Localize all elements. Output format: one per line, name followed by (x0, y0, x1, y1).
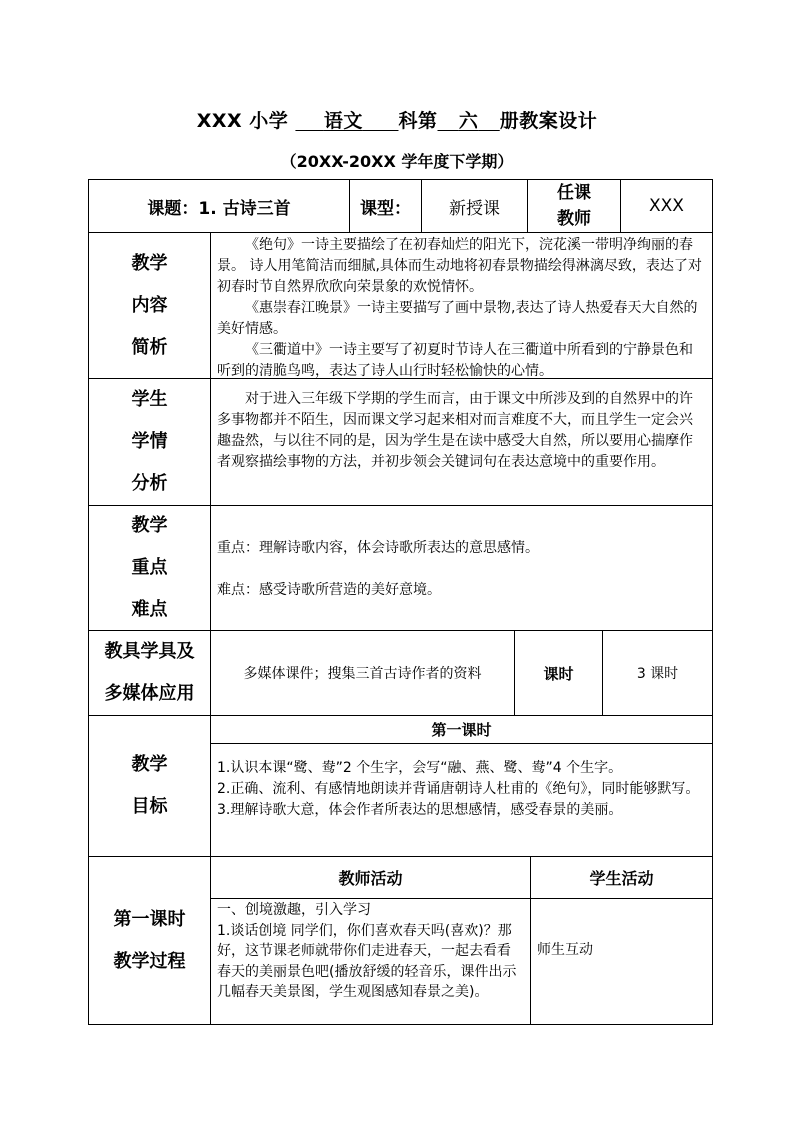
title-mid: 科第 (398, 110, 438, 132)
teacher-name: XXX (620, 179, 713, 233)
keypoints-text (210, 505, 713, 631)
analysis-label-3: 分析 (131, 473, 168, 494)
content-label-1: 教学 (131, 252, 168, 274)
goal-item: 2.正确、流利、有感情地朗读并背诵唐朝诗人杜甫的《绝句》，同时能够默写。 (217, 781, 700, 797)
teacher-label-line2: 教师 (557, 209, 591, 229)
lesson-type-label: 课型： (349, 179, 422, 233)
goal-item: 1.认识本课“鹭、鸯”2 个生字，会写“融、燕、鹭、鸯”4 个生字。 (217, 760, 623, 776)
difficulty-text: 难点：感受诗歌所营造的美好意境。 (217, 582, 441, 598)
focus-text: 重点：理解诗歌内容，体会诗歌所表达的意思感情。 (217, 540, 539, 556)
hours-label: 课时 (514, 630, 603, 716)
teacher-label-line1: 任课 (557, 183, 591, 203)
content-paragraph: 《三衢道中》一诗主要写了初夏时节诗人在三衢道中所看到的宁静景色和听到的清脆鸟鸣，表达了诗人山行时轻松愉快的心情。 (217, 342, 693, 379)
keypoints-label-3: 难点 (131, 599, 168, 620)
title-suffix: 册教案设计 (499, 110, 598, 132)
goals-period: 第一课时 (210, 715, 713, 744)
document-title (0, 106, 794, 133)
process-label-2: 教学过程 (113, 950, 186, 972)
media-label-2: 多媒体应用 (104, 683, 195, 704)
analysis-label-1: 学生 (131, 389, 168, 410)
title-prefix: XXX 小学 (196, 110, 289, 132)
content-paragraph: 《惠崇春江晚景》一诗主要描写了画中景物,表达了诗人热爱春天大自然的美好情感。 (217, 300, 698, 337)
goals-label-2: 目标 (131, 796, 168, 817)
goals-label (88, 715, 211, 857)
media-label-1: 教具学具及 (104, 641, 195, 662)
student-activity-text: 师生互动 (530, 898, 713, 1025)
analysis-label (88, 378, 211, 506)
title-subject: 语文 (323, 110, 363, 132)
goals-label-1: 教学 (131, 754, 168, 775)
keypoints-label (88, 505, 211, 631)
analysis-label-2: 学情 (131, 431, 168, 452)
teacher-label (527, 179, 621, 233)
document-subtitle: （20XX-20XX 学年度下学期） (280, 152, 514, 171)
content-label-2: 内容 (131, 294, 168, 316)
lesson-type-value: 新授课 (421, 179, 528, 233)
student-activity-header: 学生活动 (530, 856, 713, 899)
teacher-activity-text (210, 898, 531, 1025)
analysis-paragraph: 对于进入三年级下学期的学生而言，由于课文中所涉及到的自然界中的许多事物都并不陌生，因而课文学习起来相对而言难度不大，而且学生一定会兴趣盎然，与以往不同的是，因为学生是在读中感受大自然，所以要用心揣摩作者观察描绘事物的方法，并初步领会关键词句在表达意境中的重要作用。 (217, 391, 693, 470)
content-text (210, 232, 713, 379)
teacher-activity-line: 一、创境激趣，引入学习 (217, 902, 371, 918)
keypoints-label-1: 教学 (131, 515, 168, 536)
content-paragraph: 《绝句》一诗主要描绘了在初春灿烂的阳光下，浣花溪一带明净绚丽的春景。 诗人用笔简洁而细腻,具体而生动地将初春景物描绘得淋漓尽致，表达了对初春时节自然界欣欣向荣景象的欢悦情怀。 (217, 237, 702, 295)
lesson-title: 课题：1. 古诗三首 (88, 179, 350, 233)
teacher-activity-line: 1.谈话创境 同学们，你们喜欢春天吗(喜欢)？那好，这节课老师就带你们走进春天，一起去看看春天的美丽景色吧(播放舒缓的轻音乐，课件出示几幅春天美景图，学生观图感知春景之美)。 (217, 922, 517, 1000)
content-label (88, 232, 211, 379)
analysis-text (210, 378, 713, 506)
hours-value: 3 课时 (602, 630, 713, 716)
media-text: 多媒体课件；搜集三首古诗作者的资料 (210, 630, 515, 716)
keypoints-label-2: 重点 (131, 557, 168, 578)
process-label-1: 第一课时 (113, 908, 186, 930)
process-label (88, 856, 211, 1025)
goal-item: 3.理解诗歌大意，体会作者所表达的思想感情，感受春景的美丽。 (217, 802, 623, 818)
content-label-3: 简析 (131, 336, 168, 358)
title-volume: 六 (458, 110, 479, 132)
media-label (88, 630, 211, 716)
goals-list (210, 743, 713, 857)
teacher-activity-header: 教师活动 (210, 856, 531, 899)
